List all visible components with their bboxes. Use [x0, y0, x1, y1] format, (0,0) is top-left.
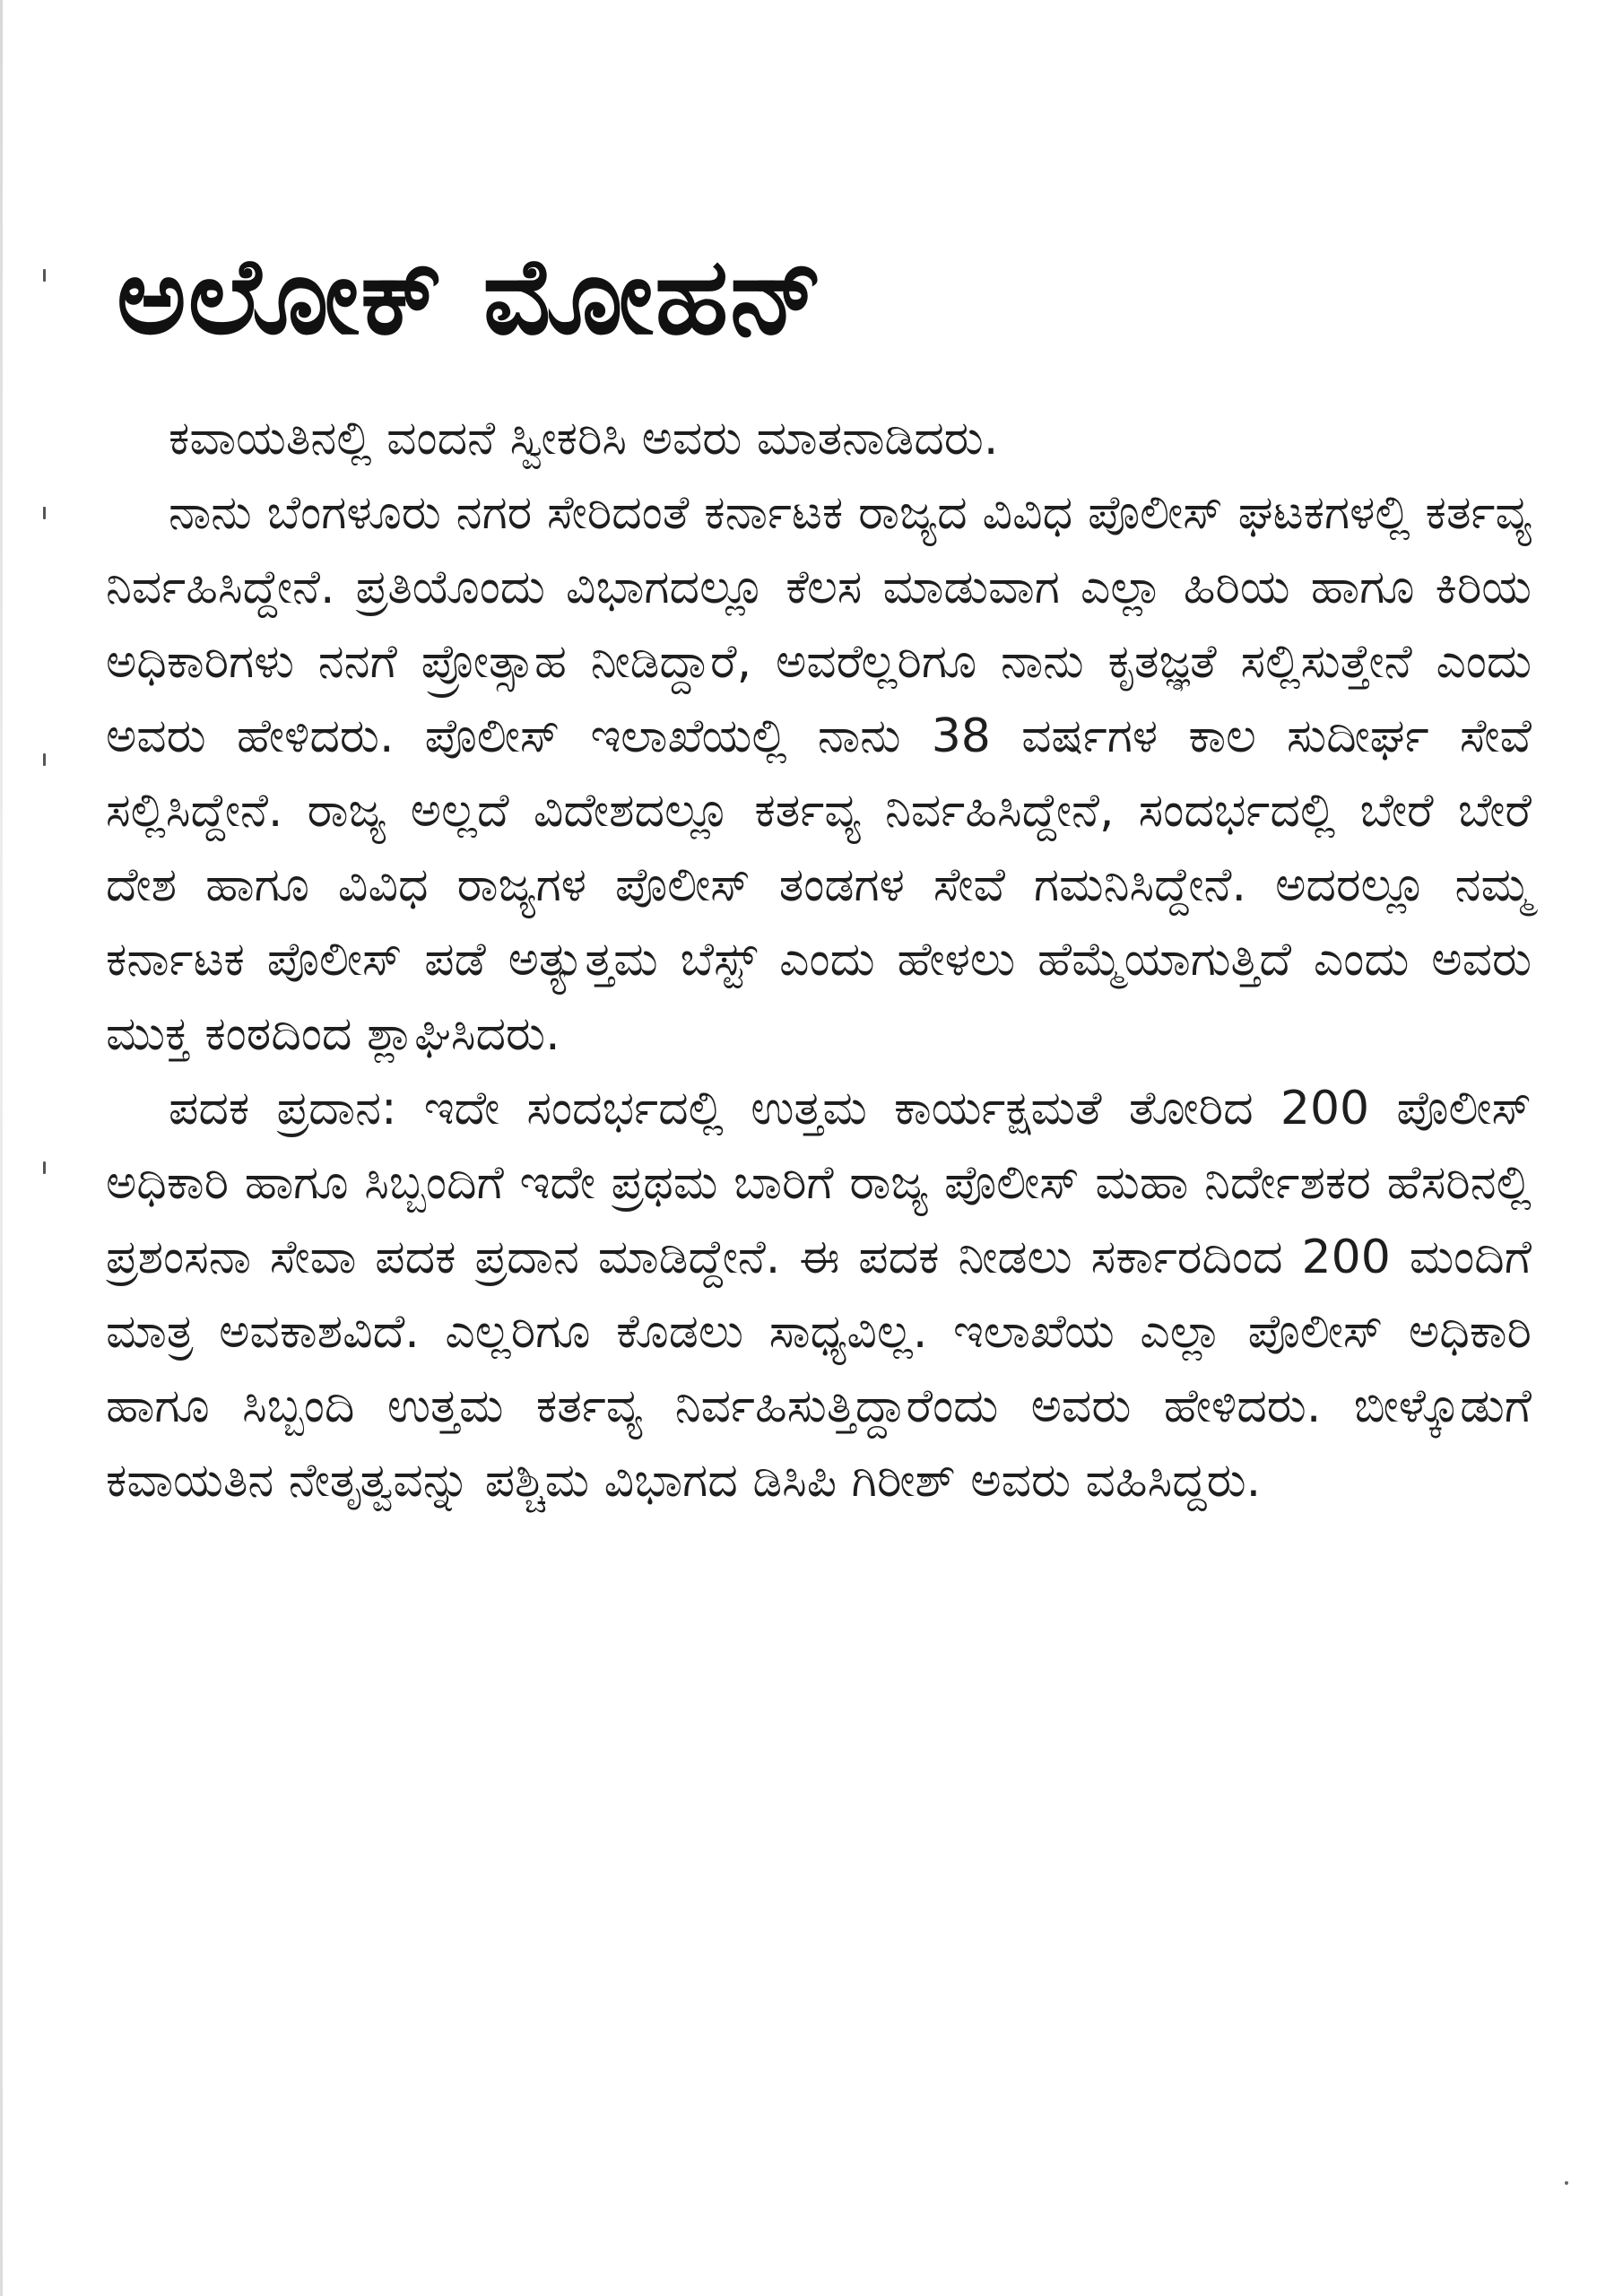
article-body: [106, 402, 1532, 1518]
margin-mark: [43, 1161, 46, 1174]
scan-edge: [0, 0, 3, 2296]
margin-mark: [43, 507, 46, 519]
scan-speck: [1565, 2181, 1568, 2185]
paragraph-intro: ಕವಾಯತಿನಲ್ಲಿ ವಂದನೆ ಸ್ವೀಕರಿಸಿ ಅವರು ಮಾತನಾಡಿದರು.: [169, 412, 999, 465]
headline: ಅಲೋಕ್ ಮೋಹನ್: [117, 234, 825, 358]
margin-mark: [43, 753, 46, 766]
paragraph-medal: ಪದಕ ಪ್ರದಾನ: ಇದೇ ಸಂದರ್ಭದಲ್ಲಿ ಉತ್ತಮ ಕಾರ್ಯಕ್ಷಮತೆ ತೋರಿದ 200 ಪೊಲೀಸ್ ಅಧಿಕಾರಿ ಹಾಗೂ ಸಿಬ್ಬಂದಿಗೆ ಇದೇ ಪ್ರಥಮ ಬಾರಿಗೆ ರಾಜ್ಯ ಪೊಲೀಸ್ ಮಹಾ ನಿರ್ದೇಶಕರ ಹೆಸರಿನಲ್ಲಿ ಪ್ರಶಂಸನಾ ಸೇವಾ ಪದಕ ಪ್ರದಾನ ಮಾಡಿದ್ದೇನೆ. ಈ ಪದಕ ನೀಡಲು ಸರ್ಕಾರದಿಂದ 200 ಮಂದಿಗೆ ಮಾತ್ರ ಅವಕಾಶವಿದೆ. ಎಲ್ಲರಿಗೂ ಕೊಡಲು ಸಾಧ್ಯವಿಲ್ಲ. ಇಲಾಖೆಯ ಎಲ್ಲಾ ಪೊಲೀಸ್ ಅಧಿಕಾರಿ ಹಾಗೂ ಸಿಬ್ಬಂದಿ ಉತ್ತಮ ಕರ್ತವ್ಯ ನಿರ್ವಹಿಸುತ್ತಿದ್ದಾರೆಂದು ಅವರು ಹೇಳಿದರು. ಬೀಳ್ಕೊಡುಗೆ ಕವಾಯತಿನ ನೇತೃತ್ವವನ್ನು ಪಶ್ಚಿಮ ವಿಭಾಗದ ಡಿಸಿಪಿ ಗಿರೀಶ್ ಅವರು ವಹಿಸಿದ್ದರು.: [106, 1082, 1532, 1508]
margin-mark: [43, 269, 46, 282]
paragraph-quote: ನಾನು ಬೆಂಗಳೂರು ನಗರ ಸೇರಿದಂತೆ ಕರ್ನಾಟಕ ರಾಜ್ಯದ ವಿವಿಧ ಪೊಲೀಸ್ ಘಟಕಗಳಲ್ಲಿ ಕರ್ತವ್ಯ ನಿರ್ವಹಿಸಿದ್ದೇನೆ. ಪ್ರತಿಯೊಂದು ವಿಭಾಗದಲ್ಲೂ ಕೆಲಸ ಮಾಡುವಾಗ ಎಲ್ಲಾ ಹಿರಿಯ ಹಾಗೂ ಕಿರಿಯ ಅಧಿಕಾರಿಗಳು ನನಗೆ ಪ್ರೋತ್ಸಾಹ ನೀಡಿದ್ದಾರೆ, ಅವರೆಲ್ಲರಿಗೂ ನಾನು ಕೃತಜ್ಞತೆ ಸಲ್ಲಿಸುತ್ತೇನೆ ಎಂದು ಅವರು ಹೇಳಿದರು. ಪೊಲೀಸ್ ಇಲಾಖೆಯಲ್ಲಿ ನಾನು 38 ವರ್ಷಗಳ ಕಾಲ ಸುದೀರ್ಘ ಸೇವೆ ಸಲ್ಲಿಸಿದ್ದೇನೆ. ರಾಜ್ಯ ಅಲ್ಲದೆ ವಿದೇಶದಲ್ಲೂ ಕರ್ತವ್ಯ ನಿರ್ವಹಿಸಿದ್ದೇನೆ, ಸಂದರ್ಭದಲ್ಲಿ ಬೇರೆ ಬೇರೆ ದೇಶ ಹಾಗೂ ವಿವಿಧ ರಾಜ್ಯಗಳ ಪೊಲೀಸ್ ತಂಡಗಳ ಸೇವೆ ಗಮನಿಸಿದ್ದೇನೆ. ಅದರಲ್ಲೂ ನಮ್ಮ ಕರ್ನಾಟಕ ಪೊಲೀಸ್ ಪಡೆ ಅತ್ಯುತ್ತಮ ಬೆಸ್ಟ್ ಎಂದು ಹೇಳಲು ಹೆಮ್ಮೆಯಾಗುತ್ತಿದೆ ಎಂದು ಅವರು ಮುಕ್ತ ಕಂಠದಿಂದ ಶ್ಲಾಘಿಸಿದರು.: [106, 486, 1532, 1061]
